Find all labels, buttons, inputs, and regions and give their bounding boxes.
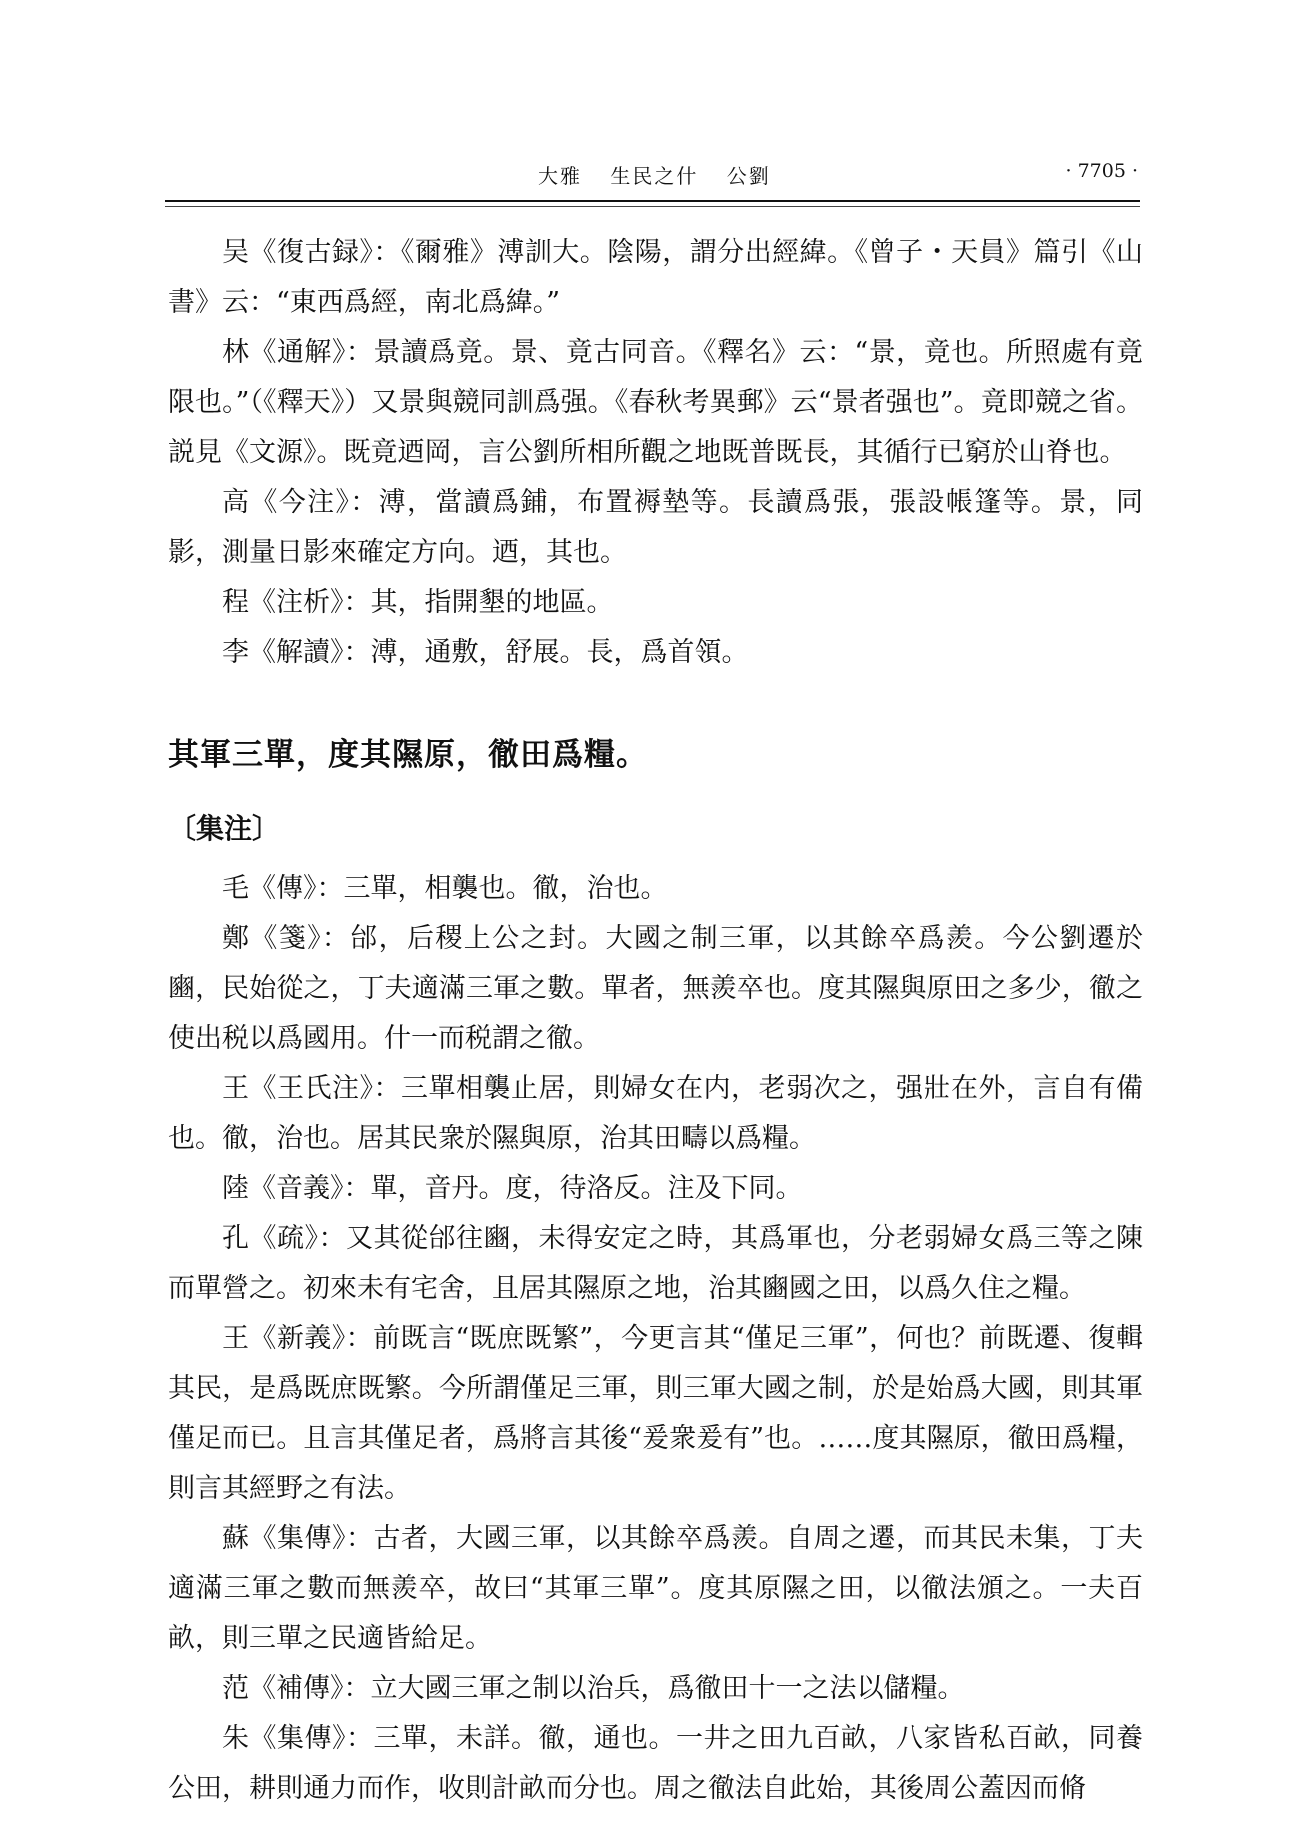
header-rule-thin: [165, 206, 1140, 207]
main-text: [168, 228, 1143, 1814]
commentary-li: 李《解讀》：溥，通敷，舒展。長，爲首領。: [222, 637, 749, 668]
commentary-mao: 毛《傳》：三單，相襲也。徹，治也。: [222, 873, 668, 904]
commentary-lu: 陸《音義》：單，音丹。度，待洛反。注及下同。: [222, 1173, 803, 1204]
commentary-wang-shi: 王《王氏注》：三單相襲止居，則婦女在内，老弱次之，强壯在外，言自有備也。徹，治也。居其民衆於隰與原，治其田疇以爲糧。: [168, 1073, 1143, 1154]
header-rule: [165, 200, 1140, 202]
header-book: 大雅: [538, 164, 582, 188]
commentary-gao: 高《今注》：溥，當讀爲鋪，布置褥墊等。長讀爲張，張設帳篷等。景，同影，測量日影來確定方向。迺，其也。: [168, 487, 1143, 568]
header-title: [538, 160, 791, 189]
commentary-cheng: 程《注析》：其，指開墾的地區。: [222, 587, 614, 618]
commentary-zhu: 朱《集傳》：三單，未詳。徹，通也。一井之田九百畝，八家皆私百畝，同養公田，耕則通力而作，收則計畝而分也。周之徹法自此始，其後周公蓋因而脩: [168, 1723, 1143, 1804]
commentary-zheng: 鄭《箋》：邰，后稷上公之封。大國之制三軍，以其餘卒爲羨。今公劉遷於豳，民始從之，丁夫適滿三軍之數。單者，無羨卒也。度其隰與原田之多少，徹之使出税以爲國用。什一而税謂之徹。: [168, 923, 1143, 1054]
header-poem: 公劉: [726, 164, 771, 188]
page-number: · 7705 ·: [1065, 160, 1138, 182]
commentary-fan: 范《補傳》：立大國三軍之制以治兵，爲徹田十一之法以儲糧。: [222, 1673, 965, 1704]
commentary-lin: 林《通解》：景讀爲竟。景、竟古同音。《釋名》云：“景，竟也。所照處有竟限也。”（《釋天》）又景與競同訓爲强。《春秋考異郵》云“景者强也”。竟即競之省。説見《文源》。既竟迺岡，言公劉所相所觀之地既普既長，其循行已窮於山脊也。: [168, 337, 1143, 468]
commentary-kong: 孔《疏》：又其從邰往豳，未得安定之時，其爲軍也，分老弱婦女爲三等之陳而單營之。初來未有宅舍，且居其隰原之地，治其豳國之田，以爲久住之糧。: [168, 1223, 1143, 1304]
section-label-jizhu: 〔集注〕: [168, 812, 281, 845]
commentary-wu: 吴《復古録》：《爾雅》溥訓大。陰陽，謂分出經緯。《曾子・天員》篇引《山書》云：“東西爲經，南北爲緯。”: [168, 237, 1143, 318]
verse-line: 其軍三單，度其隰原，徹田爲糧。: [168, 737, 648, 773]
running-header: [168, 160, 1138, 192]
commentary-su: 蘇《集傳》：古者，大國三軍，以其餘卒爲羨。自周之遷，而其民未集，丁夫適滿三軍之數而無羨卒，故曰“其軍三單”。度其原隰之田，以徹法頒之。一夫百畝，則三單之民適皆給足。: [168, 1523, 1143, 1654]
commentary-wang-xinyi: 王《新義》：前既言“既庶既繁”，今更言其“僅足三軍”，何也？前既遷、復輯其民，是爲既庶既繁。今所謂僅足三軍，則三軍大國之制，於是始爲大國，則其軍僅足而已。且言其僅足者，爲將言其後“爰衆爰有”也。……度其隰原，徹田爲糧，則言其經野之有法。: [168, 1323, 1143, 1504]
header-section: 生民之什: [610, 164, 699, 188]
